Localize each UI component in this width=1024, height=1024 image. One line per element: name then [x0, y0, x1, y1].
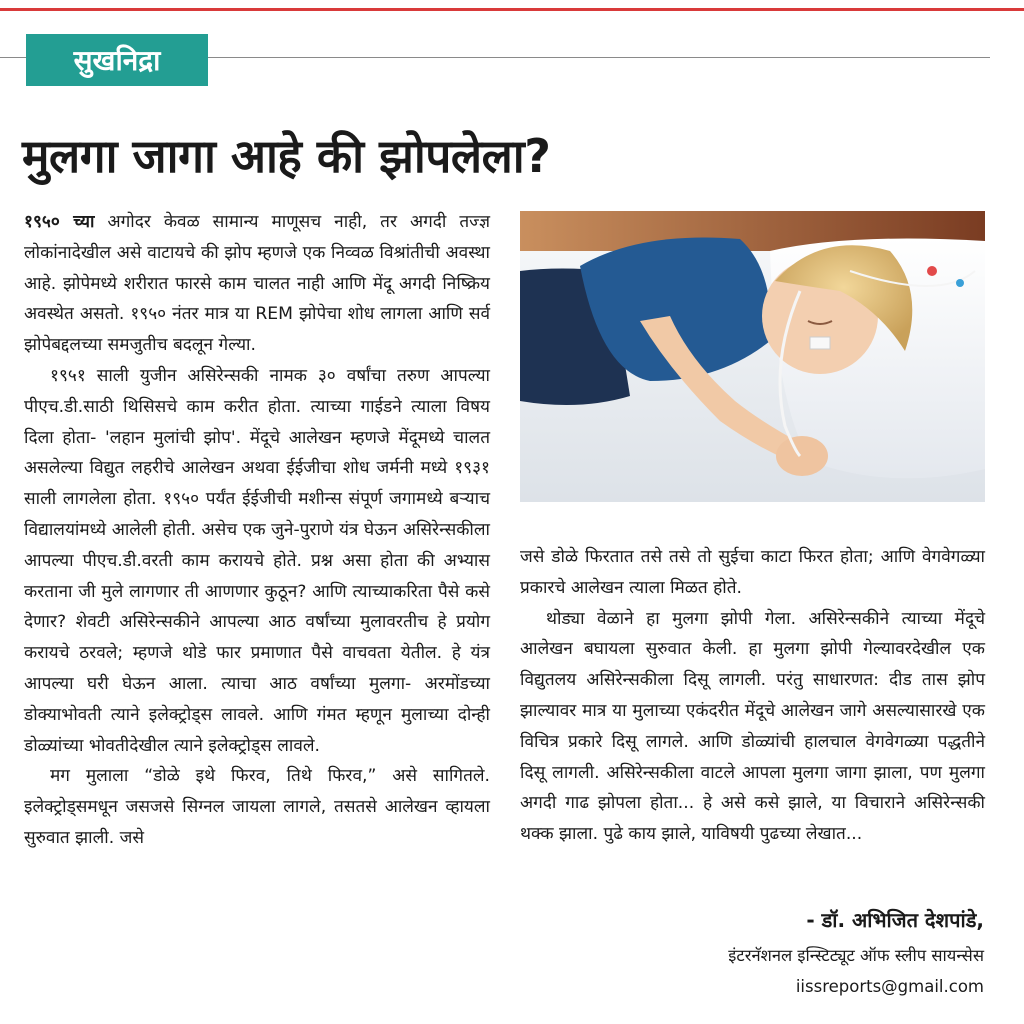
paragraph: १९५१ साली युजीन असिरेन्सकी नामक ३० वर्षांचा तरुण आपल्या पीएच.डी.साठी थिसिसचे काम करीत होता. त्याच्या गाईडने त्याला विषय दिला होता- 'लहान मुलांची झोप'. मेंदूचे आलेखन म्हणजे मेंदूमध्ये चालत असलेल्या विद्युत लहरीचे आलेखन अथवा ईईजीचा शोध जर्मनी मध्ये १९३१ साली लागलेला होता. १९५० पर्यंत ईईजीची मशीन्स संपूर्ण जगामध्ये बऱ्याच विद्यालयांमध्ये आलेली होती. असेच एक जुने-पुराणे यंत्र घेऊन असिरेन्सकीला आपल्या पीएच.डी.वरती काम करायचे होते. प्रश्न असा होता की अभ्यास करताना जी मुले लागणार ती आणणार कुठून? आणि त्याच्याकरिता पैसे कसे देणार? शेवटी असिरेन्सकीने आपल्या आठ वर्षांच्या मुलावरतीच हे प्रयोग करायचे ठरवले; म्हणजे थोडे फार प्रमाणात पैसे वाचवता येतील. हे यंत्र आपल्या घरी घेऊन आला. त्याचा आठ वर्षांच्या मुलगा- अरमोंडच्या डोक्याभोवती त्याने इलेक्ट्रोड्स लावले. आणि गंमत म्हणून मुलाच्या दोन्ही डोळ्यांच्या भोवतीदेखील त्याने इलेक्ट्रोड्स लावले.	[24, 365, 490, 756]
paragraph-text: अगोदर केवळ सामान्य माणूसच नाही, तर अगदी तज्ज्ञ लोकांनादेखील असे वाटायचे की झोप म्हणजे एक निव्वळ विश्रांतीची अवस्था आहे. झोपेमध्ये शरीरात फारसे काम चालत नाही आणि मेंदू अगदी निष्क्रिय अवस्थेत असतो. १९५० नंतर मात्र या REM झोपेचा शोध लागला आणि सर्व झोपेबद्दलच्या समजुतीच बदलून गेल्या.	[24, 212, 490, 356]
paragraph: थोड्या वेळाने हा मुलगा झोपी गेला. असिरेन्सकीने त्याच्या मेंदूचे आलेखन बघायला सुरुवात केली. हा मुलगा झोपी गेल्यावरदेखील एक विद्युतलय असिरेन्सकीला दिसू लागली. परंतु साधारणत: दीड तास झोप झाल्यावर मात्र या मुलाच्या एकंदरीत मेंदूचे आलेखन जागे असल्यासारखे एक विचित्र प्रकारे दिसू लागले. आणि डोळ्यांची हालचाल वेगवेगळ्या पद्धतीने दिसू लागली. असिरेन्सकीला वाटले आपला मुलगा जागा झाला, पण मुलगा अगदी गाढ झोपला होता... हे असे कसे झाले, या विचाराने असिरेन्सकी थक्क झाला. पुढे काय झाले, याविषयी पुढच्या लेखात...	[520, 608, 985, 845]
hand	[776, 436, 828, 476]
author-name: - डॉ. अभिजित देशपांडे,	[806, 908, 984, 932]
electrode-lead	[956, 279, 964, 287]
author-email: iissreports@gmail.com	[795, 977, 984, 996]
sleeping-child-photo	[520, 211, 985, 502]
top-red-rule	[0, 8, 1024, 11]
section-tag: सुखनिद्रा	[26, 34, 208, 86]
paragraph: जसे डोळे फिरतात तसे तसे तो सुईचा काटा फिरत होता; आणि वेगवेगळ्या प्रकारचे आलेखन त्याला मिळत होते.	[520, 547, 985, 598]
paragraph: मग मुलाला “डोळे इथे फिरव, तिथे फिरव,” असे सागितले. इलेक्ट्रोड्समधून जसजसे सिग्नल जायला लागले, तसतसे आलेखन व्हायला सुरुवात झाली. जसे	[24, 766, 490, 848]
headline: मुलगा जागा आहे की झोपलेला?	[22, 129, 551, 183]
electrode-lead	[927, 266, 937, 276]
article-column-left	[24, 207, 490, 854]
lead-in: १९५० च्या	[24, 212, 95, 232]
article-column-right	[520, 542, 985, 850]
paragraph	[24, 207, 490, 361]
nose-tape	[810, 337, 830, 349]
author-affiliation: इंटरनॅशनल इन्स्टिट्यूट ऑफ स्लीप सायन्सेस	[728, 946, 984, 965]
